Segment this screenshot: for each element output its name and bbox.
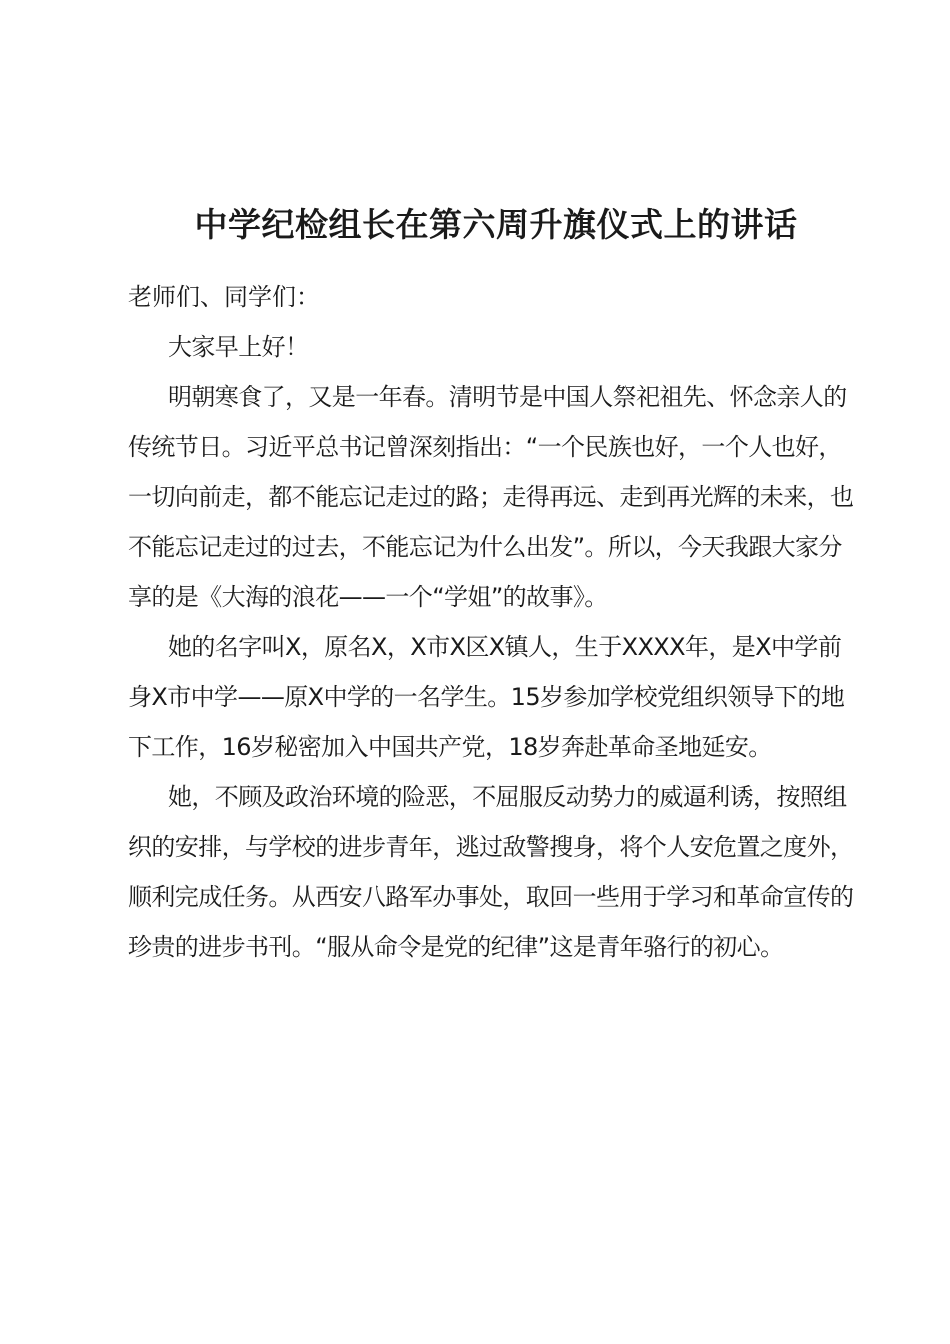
paragraph-qingming: 明朝寒食了，又是一年春。清明节是中国人祭祀祖先、怀念亲人的传统节日。习近平总书记曾深刻指出：“一个民族也好，一个人也好，一切向前走，都不能忘记走过的路；走得再远、走到再光辉的未来，也不能忘记走过的过去，不能忘记为什么出发”。所以，今天我跟大家分享的是《大海的浪花——一个“学姐”的故事》。 (128, 383, 854, 611)
paragraph-mission: 她，不顾及政治环境的险恶，不屈服反动势力的威逼利诱，按照组织的安排，与学校的进步青年，逃过敌警搜身，将个人安危置之度外，顺利完成任务。从西安八路军办事处，取回一些用于学习和革命宣传的珍贵的进步书刊。“服从命令是党的纪律”这是青年骆行的初心。 (128, 783, 854, 961)
paragraph-greeting: 大家早上好！ (168, 333, 309, 361)
document-title: 中学纪检组长在第六周升旗仪式上的讲话 (194, 205, 798, 244)
document-page (128, 200, 860, 972)
paragraph-biography: 她的名字叫X，原名X，X市X区X镇人，生于XXXX年，是X中学前身X市中学——原X中学的一名学生。15岁参加学校党组织领导下的地下工作，16岁秘密加入中国共产党，18岁奔赴革命圣地延安。 (128, 633, 845, 761)
salutation: 老师们、同学们： (128, 283, 320, 311)
